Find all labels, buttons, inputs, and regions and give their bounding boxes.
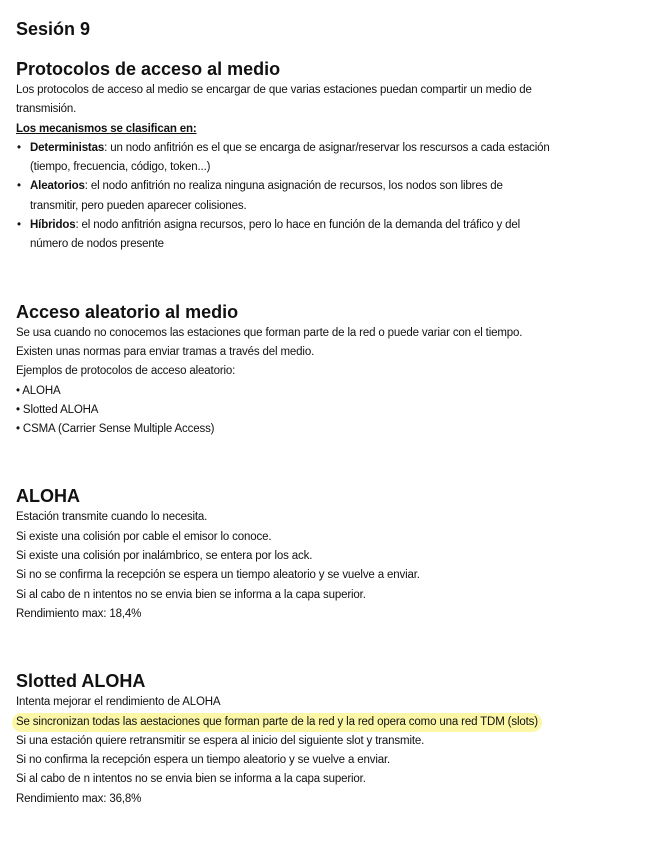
slotted-highlight-line	[16, 713, 641, 732]
heading-aloha: ALOHA	[16, 486, 80, 507]
term-aleatorios: Aleatorios	[30, 180, 85, 193]
aloha-line: Estación transmite cuando lo necesita.	[16, 511, 208, 524]
slotted-intro: Intenta mejorar el rendimiento de ALOHA	[16, 696, 221, 709]
list-item	[16, 216, 641, 255]
bullet-icon: •	[17, 141, 21, 154]
heading-acceso-aleatorio: Acceso aleatorio al medio	[16, 301, 239, 322]
item-text: : un nodo anfitrión es el que se encarga de asignar/reservar los rescursos a cada estación	[104, 141, 550, 154]
aloha-line: Si existe una colisión por cable el emisor lo conoce.	[16, 530, 272, 543]
section-slotted-aloha	[16, 670, 641, 809]
acceso-line: Ejemplos de protocolos de acceso aleatorio:	[16, 365, 236, 378]
item-text: : el nodo anfitrión no realiza ninguna asignación de recursos, los nodos son libres de	[84, 180, 503, 193]
highlighted-text: Se sincronizan todas las aestaciones que forman parte de la red y la red opera como una red TDM (slots)	[12, 713, 542, 732]
aloha-rendimiento: Rendimiento max: 18,4%	[16, 607, 142, 620]
aloha-line: Si existe una colisión por inalámbrico, se entera por los ack.	[16, 550, 313, 563]
section-protocolos	[16, 58, 641, 255]
heading-slotted-aloha: Slotted ALOHA	[16, 671, 146, 692]
item-text: : el nodo anfitrión asigna recursos, pero lo hace en función de la demanda del tráfico y del	[75, 219, 521, 232]
example-csma: • CSMA (Carrier Sense Multiple Access)	[16, 423, 215, 436]
protocolos-subheading: Los mecanismos se clasifican en:	[16, 122, 197, 135]
protocolos-intro-line1: Los protocolos de acceso al medio se encargar de que varias estaciones puedan compartir un medio de	[16, 84, 532, 96]
slotted-rendimiento: Rendimiento max: 36,8%	[16, 792, 142, 805]
document-page	[16, 18, 641, 809]
acceso-line: Existen unas normas para enviar tramas a través del medio.	[16, 345, 315, 358]
section-acceso-aleatorio	[16, 301, 641, 440]
item-text-cont: (tiempo, frecuencia, código, token...)	[30, 161, 211, 174]
acceso-line: Se usa cuando no conocemos las estaciones que forman parte de la red o puede variar con el tiempo.	[16, 326, 523, 339]
slotted-line: Si una estación quiere retransmitir se espera al inicio del siguiente slot y transmite.	[16, 734, 425, 747]
item-text-cont: transmitir, pero pueden aparecer colisiones.	[30, 199, 247, 212]
bullet-icon: •	[17, 180, 21, 193]
item-text-cont: número de nodos presente	[30, 238, 164, 251]
heading-protocolos: Protocolos de acceso al medio	[16, 59, 281, 79]
section-aloha	[16, 485, 641, 624]
slotted-line: Si no confirma la recepción espera un tiempo aleatorio y se vuelve a enviar.	[16, 754, 391, 767]
term-determinists: Deterministas	[30, 141, 105, 154]
mechanism-list	[16, 139, 641, 255]
aloha-line: Si al cabo de n intentos no se envia bien se informa a la capa superior.	[16, 588, 366, 601]
bullet-icon: •	[17, 219, 21, 232]
protocolos-intro-line2: transmisión.	[16, 103, 77, 116]
slotted-line: Si al cabo de n intentos no se envia bien se informa a la capa superior.	[16, 773, 366, 786]
term-hibridos: Híbridos	[30, 219, 76, 232]
session-title: Sesión 9	[16, 19, 91, 39]
example-aloha: • ALOHA	[16, 384, 61, 397]
list-item	[16, 177, 641, 216]
list-item	[16, 139, 641, 178]
aloha-line: Si no se confirma la recepción se espera un tiempo aleatorio y se vuelve a enviar.	[16, 569, 420, 582]
example-slotted-aloha: • Slotted ALOHA	[16, 403, 99, 416]
